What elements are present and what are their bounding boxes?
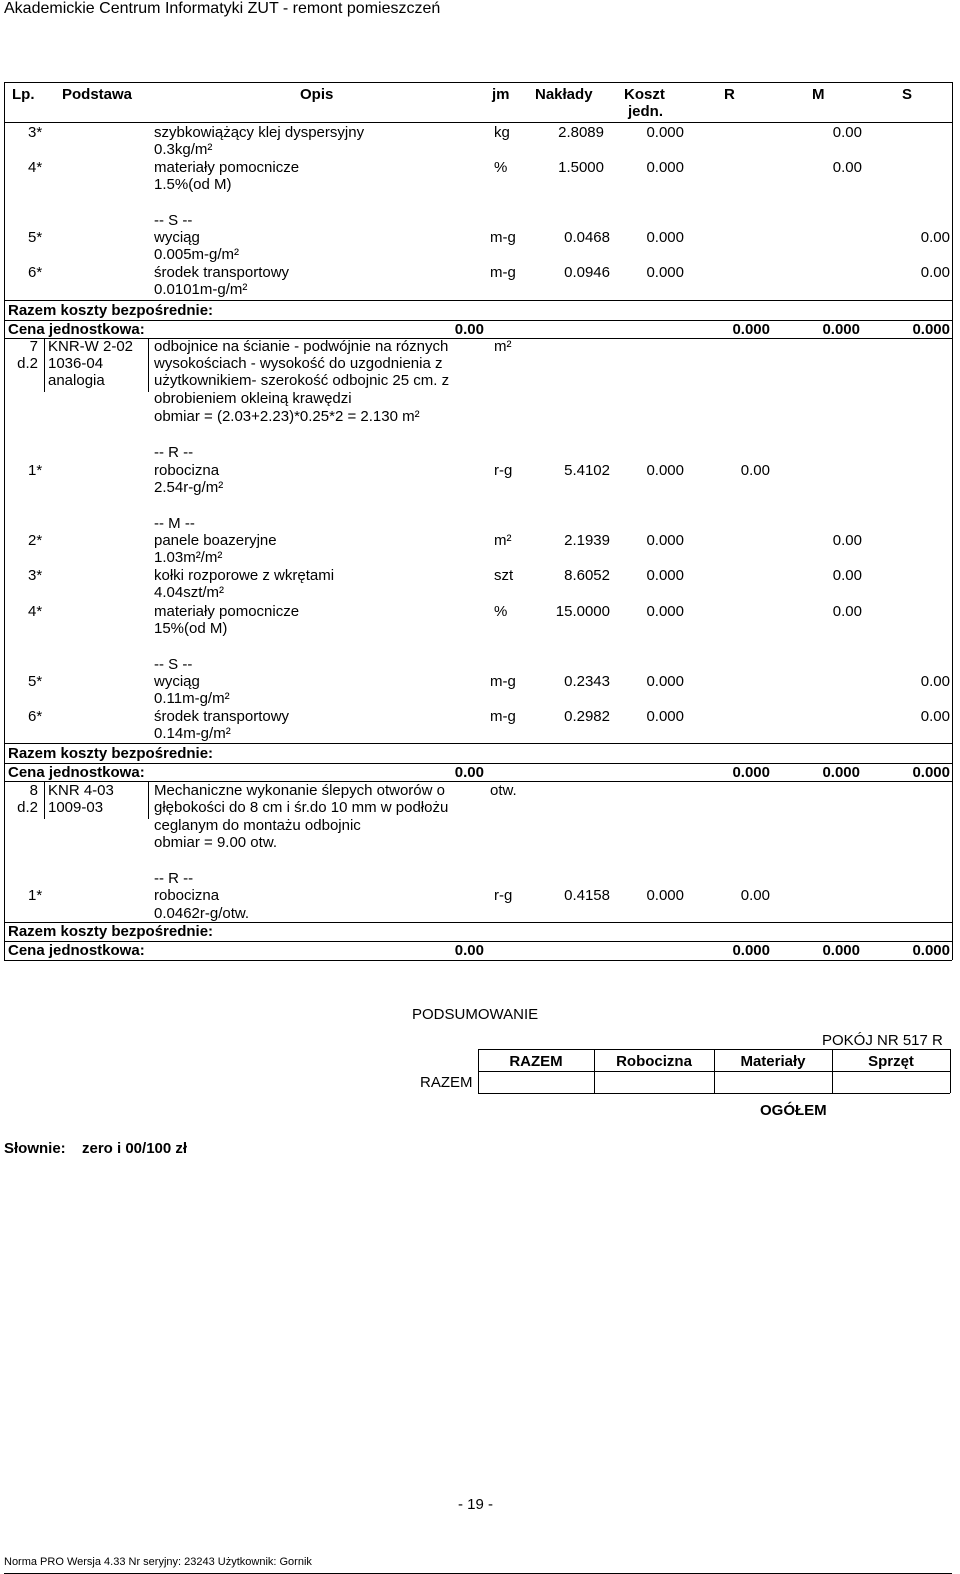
podstawa: 1009-03: [48, 799, 104, 816]
table-bottom-border: [4, 960, 952, 961]
norm: 2.54r-g/m²: [154, 479, 224, 496]
rule: [4, 338, 952, 339]
position-d: d.2: [17, 355, 38, 372]
opis-line: obrobieniem okleiną krawędzi: [154, 390, 352, 407]
value-s: 0.00: [920, 708, 950, 725]
rule: [4, 300, 952, 301]
norm: 1.03m²/m²: [154, 549, 223, 566]
norm: 0.14m-g/m²: [154, 725, 231, 742]
opis-line: użytkownikiem- szerokość odbojnic 25 cm. z: [154, 372, 450, 389]
lp: 3*: [28, 124, 43, 141]
summary-col-sprzet: Sprzęt: [868, 1053, 914, 1070]
naklady: 5.4102: [564, 462, 610, 479]
jm: m²: [494, 532, 512, 549]
table-left-border: [4, 82, 5, 960]
rule: [4, 743, 952, 744]
jm: szt: [494, 567, 514, 584]
opis: robocizna: [154, 462, 220, 479]
naklady: 8.6052: [564, 567, 610, 584]
value-s: 0.00: [920, 673, 950, 690]
naklady: 0.0468: [564, 229, 610, 246]
cena-m: 0.000: [822, 942, 860, 959]
naklady: 2.8089: [558, 124, 604, 141]
cena-s: 0.000: [912, 764, 950, 781]
header-r: R: [724, 86, 735, 103]
opis-line: ceglanym do montażu odbojnic: [154, 817, 361, 834]
koszt: 0.000: [646, 887, 684, 904]
lp: 1*: [28, 887, 43, 904]
lp: 4*: [28, 603, 43, 620]
koszt: 0.000: [646, 567, 684, 584]
rule: [44, 338, 45, 392]
lp: 2*: [28, 532, 43, 549]
cena-jednostkowa-label: Cena jednostkowa:: [8, 942, 145, 959]
cena-koszt: 0.00: [454, 764, 484, 781]
razem-koszty-label: Razem koszty bezpośrednie:: [8, 745, 214, 762]
header-lp: Lp.: [12, 86, 35, 103]
value-s: 0.00: [920, 229, 950, 246]
naklady: 2.1939: [564, 532, 610, 549]
opis: panele boazeryjne: [154, 532, 277, 549]
summary-col-materialy: Materiały: [740, 1053, 806, 1070]
room-label: POKÓJ NR 517 R: [822, 1032, 943, 1049]
norm: 1.5%(od M): [154, 176, 232, 193]
group-label-m: -- M --: [154, 515, 195, 532]
header-s: S: [902, 86, 913, 103]
header-naklady: Nakłady: [535, 86, 593, 103]
page-number: - 19 -: [458, 1496, 494, 1513]
norm: 15%(od M): [154, 620, 228, 637]
koszt: 0.000: [646, 462, 684, 479]
jm: r-g: [494, 462, 513, 479]
lp: 5*: [28, 673, 43, 690]
position-number: 8: [29, 782, 38, 799]
opis: wyciąg: [154, 229, 200, 246]
cena-koszt: 0.00: [454, 321, 484, 338]
jm: m-g: [490, 673, 516, 690]
header-jm: jm: [492, 86, 510, 103]
document-title: Akademickie Centrum Informatyki ZUT - remont pomieszczeń: [4, 0, 441, 17]
jm: %: [494, 603, 508, 620]
header-bottom-border: [4, 122, 952, 123]
group-label-r: -- R --: [154, 870, 194, 887]
norm: 4.04szt/m²: [154, 584, 225, 601]
cena-m: 0.000: [822, 321, 860, 338]
summary-title: PODSUMOWANIE: [412, 1006, 539, 1023]
koszt: 0.000: [646, 673, 684, 690]
lp: 6*: [28, 264, 43, 281]
obmiar: obmiar = 9.00 otw.: [154, 834, 277, 851]
header-podstawa: Podstawa: [62, 86, 133, 103]
position-number: 7: [29, 338, 38, 355]
opis: środek transportowy: [154, 264, 290, 281]
jm: m-g: [490, 264, 516, 281]
jm: m-g: [490, 229, 516, 246]
koszt: 0.000: [646, 708, 684, 725]
group-label-s: -- S --: [154, 656, 193, 673]
lp: 4*: [28, 159, 43, 176]
opis: robocizna: [154, 887, 220, 904]
opis: środek transportowy: [154, 708, 290, 725]
value-s: 0.00: [920, 264, 950, 281]
rule: [44, 781, 45, 819]
summary-row-razem: RAZEM: [420, 1074, 473, 1091]
cena-koszt: 0.00: [454, 942, 484, 959]
naklady: 0.2343: [564, 673, 610, 690]
group-label-r: -- R --: [154, 444, 194, 461]
jm: kg: [494, 124, 510, 141]
header-koszt-jedn: jedn.: [628, 103, 664, 120]
value-m: 0.00: [832, 603, 862, 620]
value-m: 0.00: [832, 532, 862, 549]
table-top-border: [4, 82, 952, 83]
rule: [950, 1049, 951, 1093]
summary-ogolem: OGÓŁEM: [760, 1102, 827, 1119]
opis-line: odbojnice na ścianie - podwójnie na róznych: [154, 338, 449, 355]
opis-line: głębokości do 8 cm i śr.do 10 mm w podłożu: [154, 799, 449, 816]
lp: 5*: [28, 229, 43, 246]
footer-text: Norma PRO Wersja 4.33 Nr seryjny: 23243 Użytkownik: Gornik: [4, 1556, 312, 1568]
lp: 3*: [28, 567, 43, 584]
cena-s: 0.000: [912, 321, 950, 338]
lp: 6*: [28, 708, 43, 725]
value-m: 0.00: [832, 567, 862, 584]
summary-col-razem: RAZEM: [509, 1053, 563, 1070]
header-koszt: Koszt: [624, 86, 665, 103]
jm: %: [494, 159, 508, 176]
opis: materiały pomocnicze: [154, 603, 300, 620]
slownie-value: zero i 00/100 zł: [82, 1140, 188, 1157]
norm: 0.3kg/m²: [154, 141, 213, 158]
norm: 0.0462r-g/otw.: [154, 905, 250, 922]
value-m: 0.00: [832, 159, 862, 176]
value-r: 0.00: [740, 462, 770, 479]
obmiar: obmiar = (2.03+2.23)*0.25*2 = 2.130 m²: [154, 408, 420, 425]
table-right-border: [952, 82, 953, 960]
rule: [478, 1093, 950, 1094]
naklady: 1.5000: [558, 159, 604, 176]
header-opis: Opis: [300, 86, 334, 103]
koszt: 0.000: [646, 532, 684, 549]
razem-koszty-label: Razem koszty bezpośrednie:: [8, 923, 214, 940]
cena-r: 0.000: [732, 764, 770, 781]
cena-s: 0.000: [912, 942, 950, 959]
naklady: 15.0000: [555, 603, 610, 620]
podstawa: KNR 4-03: [48, 782, 114, 799]
opis: wyciąg: [154, 673, 200, 690]
header-m: M: [812, 86, 825, 103]
koszt: 0.000: [646, 603, 684, 620]
cena-r: 0.000: [732, 942, 770, 959]
norm: 0.0101m-g/m²: [154, 281, 248, 298]
podstawa: 1036-04: [48, 355, 104, 372]
jm: m²: [494, 338, 512, 355]
summary-col-robocizna: Robocizna: [616, 1053, 692, 1070]
rule: [4, 781, 952, 782]
naklady: 0.4158: [564, 887, 610, 904]
value-r: 0.00: [740, 887, 770, 904]
naklady: 0.2982: [564, 708, 610, 725]
slownie-label: Słownie:: [4, 1140, 66, 1157]
jm: m-g: [490, 708, 516, 725]
norm: 0.005m-g/m²: [154, 246, 240, 263]
koszt: 0.000: [646, 229, 684, 246]
koszt: 0.000: [646, 264, 684, 281]
jm: otw.: [490, 782, 517, 799]
rule: [148, 781, 149, 819]
naklady: 0.0946: [564, 264, 610, 281]
razem-koszty-label: Razem koszty bezpośrednie:: [8, 302, 214, 319]
podstawa: analogia: [48, 372, 105, 389]
podstawa: KNR-W 2-02: [48, 338, 134, 355]
value-m: 0.00: [832, 124, 862, 141]
opis: szybkowiążący klej dyspersyjny: [154, 124, 365, 141]
opis-line: Mechaniczne wykonanie ślepych otworów o: [154, 782, 445, 799]
koszt: 0.000: [646, 124, 684, 141]
jm: r-g: [494, 887, 513, 904]
opis: materiały pomocnicze: [154, 159, 300, 176]
cena-jednostkowa-label: Cena jednostkowa:: [8, 764, 145, 781]
opis-line: wysokościach - wysokość do uzgodnienia z: [154, 355, 443, 372]
koszt: 0.000: [646, 159, 684, 176]
opis: kołki rozporowe z wkrętami: [154, 567, 335, 584]
cena-jednostkowa-label: Cena jednostkowa:: [8, 321, 145, 338]
group-label-s: -- S --: [154, 212, 193, 229]
rule: [148, 338, 149, 392]
cena-r: 0.000: [732, 321, 770, 338]
cena-m: 0.000: [822, 764, 860, 781]
lp: 1*: [28, 462, 43, 479]
position-d: d.2: [17, 799, 38, 816]
norm: 0.11m-g/m²: [154, 690, 230, 707]
